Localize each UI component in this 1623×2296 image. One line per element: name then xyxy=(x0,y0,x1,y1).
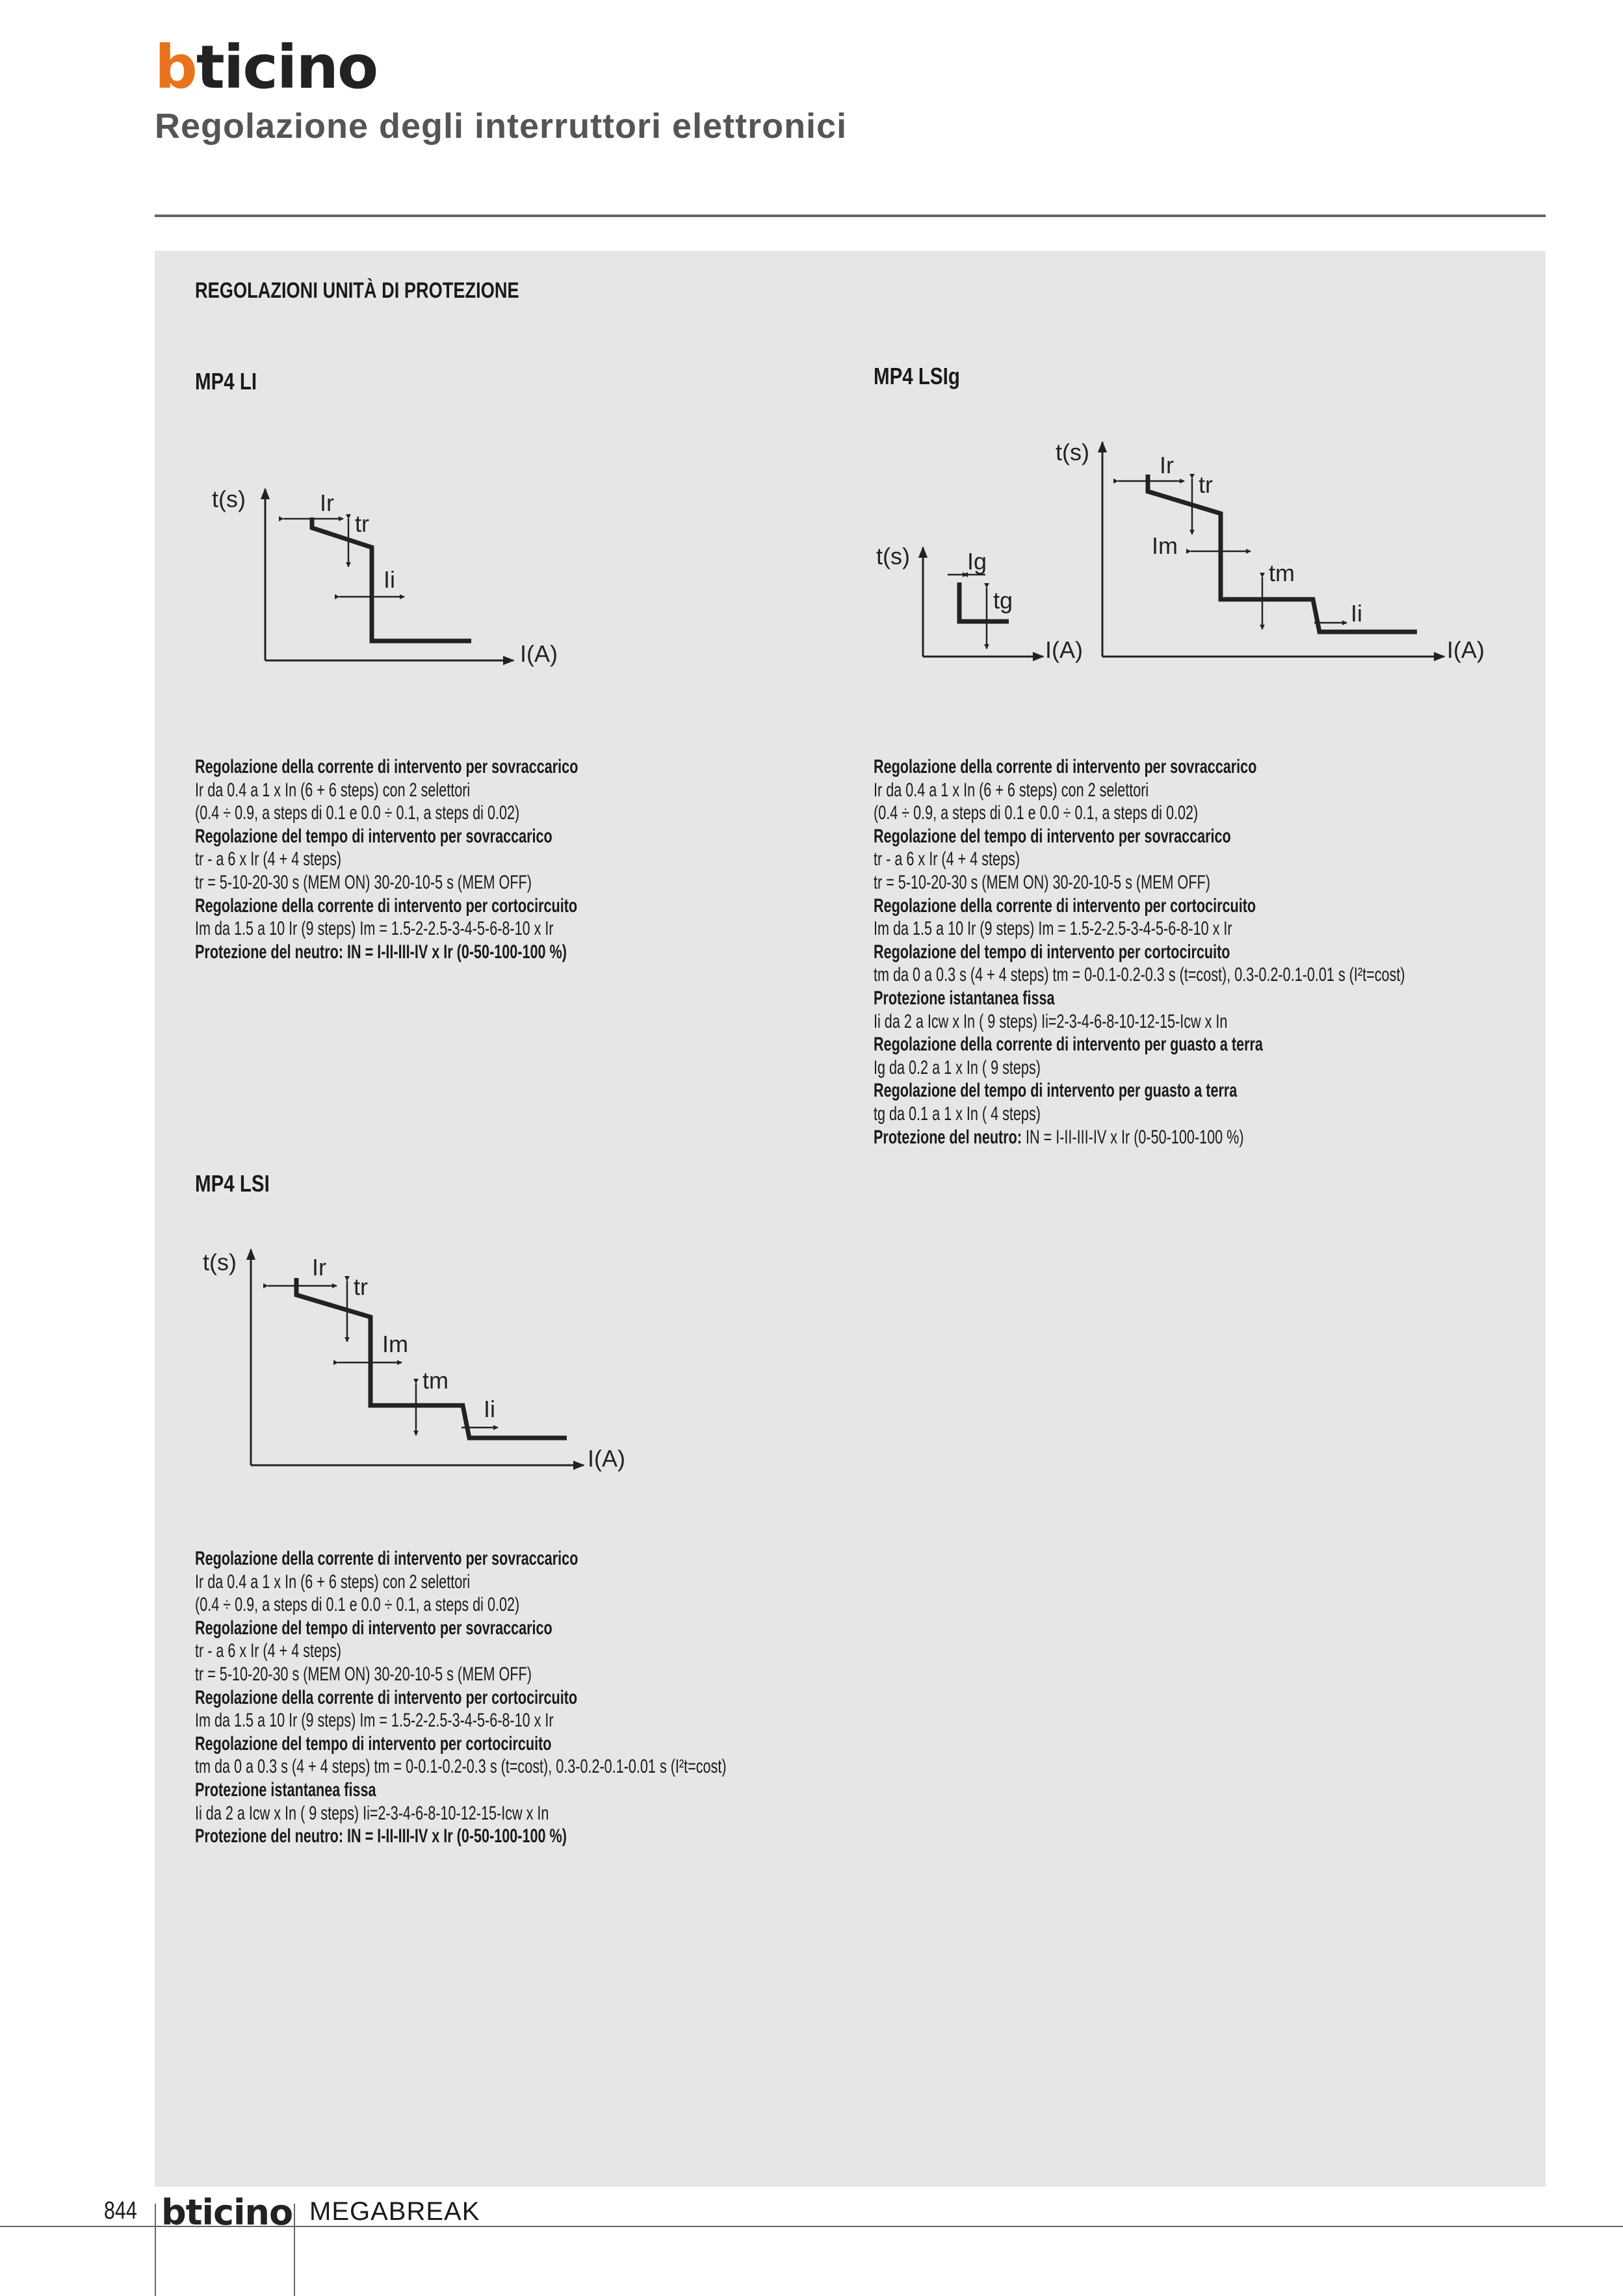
spec-line: tm da 0 a 0.3 s (4 + 4 steps) tm = 0-0.1-0.2-0.3 s (t=cost), 0.3-0.2-0.1-0.01 s (I²t=cost) xyxy=(195,1756,727,1778)
spec-line: Regolazione della corrente di intervento per guasto a terra xyxy=(874,1034,1263,1056)
lsig-g-t-axis-label: t(s) xyxy=(876,543,910,569)
spec-line: Ir da 0.4 a 1 x In (6 + 6 steps) con 2 selettori xyxy=(874,779,1149,801)
mp4-li-title: MP4 LI xyxy=(195,368,257,395)
lsig-t-axis-label: t(s) xyxy=(1056,439,1089,465)
spec-line: Regolazione della corrente di intervento per cortocircuito xyxy=(195,894,578,917)
spec-line: Regolazione della corrente di intervento per sovraccarico xyxy=(874,756,1257,777)
spec-line: Ii da 2 a Icw x In ( 9 steps) Ii=2-3-4-6-8-10-12-15-Icw x In xyxy=(874,1010,1228,1032)
lsi-ir-label: Ir xyxy=(312,1254,326,1281)
section-title: REGOLAZIONI UNITÀ DI PROTEZIONE xyxy=(195,278,519,303)
footer-product-name: MEGABREAK xyxy=(309,2197,480,2226)
mp4-li-diagram xyxy=(212,486,558,667)
spec-line: tg da 0.1 a 1 x In ( 4 steps) xyxy=(874,1102,1041,1125)
mp4-li-specs xyxy=(195,755,578,963)
lsig-g-i-axis-label: I(A) xyxy=(1045,636,1083,663)
li-t-axis-label: t(s) xyxy=(212,486,246,512)
mp4-lsig-title: MP4 LSIg xyxy=(874,363,960,389)
spec-line: Regolazione della corrente di intervento per cortocircuito xyxy=(195,1686,578,1708)
spec-line: tr - a 6 x Ir (4 + 4 steps) xyxy=(874,848,1020,870)
mp4-lsi-diagram xyxy=(203,1249,625,1472)
spec-line: Regolazione della corrente di intervento per cortocircuito xyxy=(874,894,1256,917)
logo-rest: ticino xyxy=(196,33,378,102)
spec-line: (0.4 ÷ 0.9, a steps di 0.1 e 0.0 ÷ 0.1, a steps di 0.02) xyxy=(195,802,520,824)
footer-separator-left xyxy=(155,2204,156,2296)
spec-line: Regolazione del tempo di intervento per sovraccarico xyxy=(195,825,552,847)
spec-line-value: IN = I-II-III-IV x Ir (0-50-100-100 %) xyxy=(1022,1126,1244,1148)
spec-line: tr = 5-10-20-30 s (MEM ON) 30-20-10-5 s (MEM OFF) xyxy=(195,871,532,893)
spec-line: tr - a 6 x Ir (4 + 4 steps) xyxy=(195,1640,342,1662)
page-number: 844 xyxy=(104,2197,137,2224)
spec-line: Regolazione del tempo di intervento per guasto a terra xyxy=(874,1080,1238,1102)
spec-line: Ir da 0.4 a 1 x In (6 + 6 steps) con 2 selettori xyxy=(195,1571,471,1593)
spec-line: tr = 5-10-20-30 s (MEM ON) 30-20-10-5 s (MEM OFF) xyxy=(195,1663,532,1685)
footer-logo xyxy=(161,2192,293,2233)
lsig-im-label: Im xyxy=(1152,532,1178,559)
lsig-tr-label: tr xyxy=(1199,471,1213,498)
spec-line xyxy=(874,1126,1405,1149)
spec-line: Im da 1.5 a 10 Ir (9 steps) Im = 1.5-2-2.5-3-4-5-6-8-10 x Ir xyxy=(874,918,1232,940)
footer-logo-b: b xyxy=(161,2192,186,2233)
spec-line: tm da 0 a 0.3 s (4 + 4 steps) tm = 0-0.1-0.2-0.3 s (t=cost), 0.3-0.2-0.1-0.01 s (I²t=cost) xyxy=(874,964,1405,986)
footer-separator-right xyxy=(294,2204,295,2296)
spec-line: Im da 1.5 a 10 Ir (9 steps) Im = 1.5-2-2.5-3-4-5-6-8-10 x Ir xyxy=(195,1710,554,1732)
spec-line: Ig da 0.2 a 1 x In ( 9 steps) xyxy=(874,1056,1041,1078)
spec-line: Regolazione della corrente di intervento per sovraccarico xyxy=(195,756,578,777)
lsi-i-axis-label: I(A) xyxy=(588,1445,625,1472)
lsig-i-axis-label: I(A) xyxy=(1447,636,1485,663)
lsi-t-axis-label: t(s) xyxy=(203,1249,237,1275)
spec-line: Ir da 0.4 a 1 x In (6 + 6 steps) con 2 selettori xyxy=(195,779,471,801)
page-title: Regolazione degli interruttori elettronici xyxy=(155,107,848,146)
spec-line: Regolazione del tempo di intervento per sovraccarico xyxy=(195,1617,552,1639)
lsi-ii-label: Ii xyxy=(484,1396,495,1422)
li-ii-label: Ii xyxy=(383,566,395,593)
lsi-tm-label: tm xyxy=(422,1367,448,1394)
footer-logo-rest: ticino xyxy=(185,2192,293,2233)
spec-line: Regolazione del tempo di intervento per sovraccarico xyxy=(874,825,1231,847)
lsig-ig-label: Ig xyxy=(967,548,987,575)
spec-line: Protezione del neutro: IN = I-II-III-IV x Ir (0-50-100-100 %) xyxy=(195,1825,567,1847)
spec-line: tr - a 6 x Ir (4 + 4 steps) xyxy=(195,848,342,870)
lsig-ii-label: Ii xyxy=(1351,600,1362,627)
spec-line: (0.4 ÷ 0.9, a steps di 0.1 e 0.0 ÷ 0.1, a steps di 0.02) xyxy=(874,802,1199,824)
li-ir-label: Ir xyxy=(320,489,334,516)
spec-line-heading: Protezione del neutro: xyxy=(874,1126,1022,1148)
mp4-lsi-title: MP4 LSI xyxy=(195,1170,270,1197)
spec-line: Protezione del neutro: IN = I-II-III-IV x Ir (0-50-100-100 %) xyxy=(195,941,567,963)
spec-line: (0.4 ÷ 0.9, a steps di 0.1 e 0.0 ÷ 0.1, a steps di 0.02) xyxy=(195,1594,520,1616)
mp4-lsig-ground-diagram xyxy=(876,543,1083,663)
li-tr-label: tr xyxy=(355,510,369,537)
mp4-lsig-main-diagram xyxy=(1056,439,1485,663)
spec-line: Protezione istantanea fissa xyxy=(874,987,1055,1009)
lsi-im-label: Im xyxy=(382,1331,408,1357)
spec-line: Im da 1.5 a 10 Ir (9 steps) Im = 1.5-2-2.5-3-4-5-6-8-10 x Ir xyxy=(195,918,554,940)
lsig-ir-label: Ir xyxy=(1160,452,1174,478)
spec-line: Protezione istantanea fissa xyxy=(195,1779,376,1801)
li-i-axis-label: I(A) xyxy=(520,640,558,667)
mp4-lsig-specs xyxy=(874,755,1405,1149)
lsi-tr-label: tr xyxy=(354,1273,368,1300)
spec-line: Regolazione del tempo di intervento per cortocircuito xyxy=(874,941,1230,963)
lsig-tg-label: tg xyxy=(993,587,1013,614)
lsig-tm-label: tm xyxy=(1269,560,1295,586)
mp4-lsi-specs xyxy=(195,1547,727,1848)
spec-line: tr = 5-10-20-30 s (MEM ON) 30-20-10-5 s (MEM OFF) xyxy=(874,871,1210,893)
spec-line: Ii da 2 a Icw x In ( 9 steps) Ii=2-3-4-6-8-10-12-15-Icw x In xyxy=(195,1802,549,1824)
spec-line: Regolazione della corrente di intervento per sovraccarico xyxy=(195,1548,578,1569)
logo-b: b xyxy=(155,33,196,102)
spec-line: Regolazione del tempo di intervento per cortocircuito xyxy=(195,1732,552,1755)
